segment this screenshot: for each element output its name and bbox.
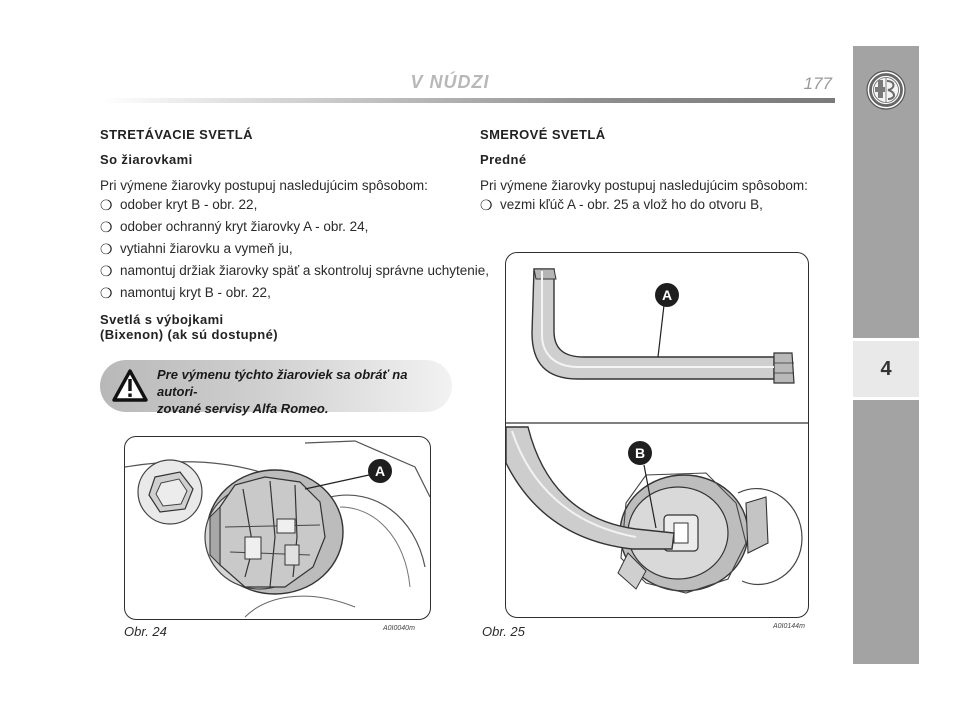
list-item-text: vytiahni žiarovku a vymeň ju, [120,241,293,256]
right-intro-text: Pri výmene žiarovky postupuj nasledujúcim spôsobom: [480,178,808,193]
bullet-icon: ❍ [480,197,493,213]
figure-24-caption: Obr. 24 [124,624,167,639]
low-beam-heading: STRETÁVACIE SVETLÁ [100,127,253,142]
bullet-icon: ❍ [100,219,113,235]
figure-label-a: A [374,463,386,479]
figure-25 [505,252,809,618]
figure-25-caption: Obr. 25 [482,624,525,639]
xenon-subheading-line1: Svetlá s výbojkami [100,312,224,327]
warning-triangle-icon [112,368,148,404]
direction-lights-heading: SMEROVÉ SVETLÁ [480,127,606,142]
bullet-icon: ❍ [100,241,113,257]
list-item [100,238,470,260]
list-item [100,194,470,216]
left-intro-text: Pri výmene žiarovky postupuj nasledujúcim spôsobom: [100,178,428,193]
warning-text-line1: Pre výmenu týchto žiaroviek sa obráť na autori- [157,367,408,399]
chapter-tab[interactable]: 4 [853,338,919,400]
list-item [480,194,840,216]
figure-24 [124,436,431,620]
figure-label-a: A [661,287,673,303]
list-item-text: namontuj kryt B - obr. 22, [120,285,271,300]
warning-text [157,366,447,417]
bullet-icon: ❍ [100,285,113,301]
figure-24-code: A0I0040m [383,625,415,632]
left-steps-list [100,194,489,304]
front-subheading: Predné [480,152,527,167]
list-item [100,216,470,238]
bullet-icon: ❍ [100,197,113,213]
right-steps-list [480,194,840,216]
bullet-icon: ❍ [100,263,113,279]
list-item-text: namontuj držiak žiarovky späť a skontroluj správne uchytenie, [120,263,489,278]
list-item-text: odober ochranný kryt žiarovky A - obr. 24, [120,219,369,234]
list-item [100,282,470,304]
figure-label-b: B [634,445,646,461]
figure-25-code: A0I0144m [773,623,805,630]
list-item-text: vezmi kľúč A - obr. 25 a vlož ho do otvoru B, [500,197,763,212]
section-title: V NÚDZI [410,72,490,92]
alfa-romeo-logo [866,70,906,110]
warning-text-line2: zované servisy Alfa Romeo. [157,401,329,416]
page-number: 177 [803,74,832,93]
xenon-subheading-line2: (Bixenon) (ak sú dostupné) [100,327,278,342]
header-divider [100,98,835,103]
with-bulbs-subheading: So žiarovkami [100,152,193,167]
list-item-text: odober kryt B - obr. 22, [120,197,258,212]
list-item [100,260,489,282]
